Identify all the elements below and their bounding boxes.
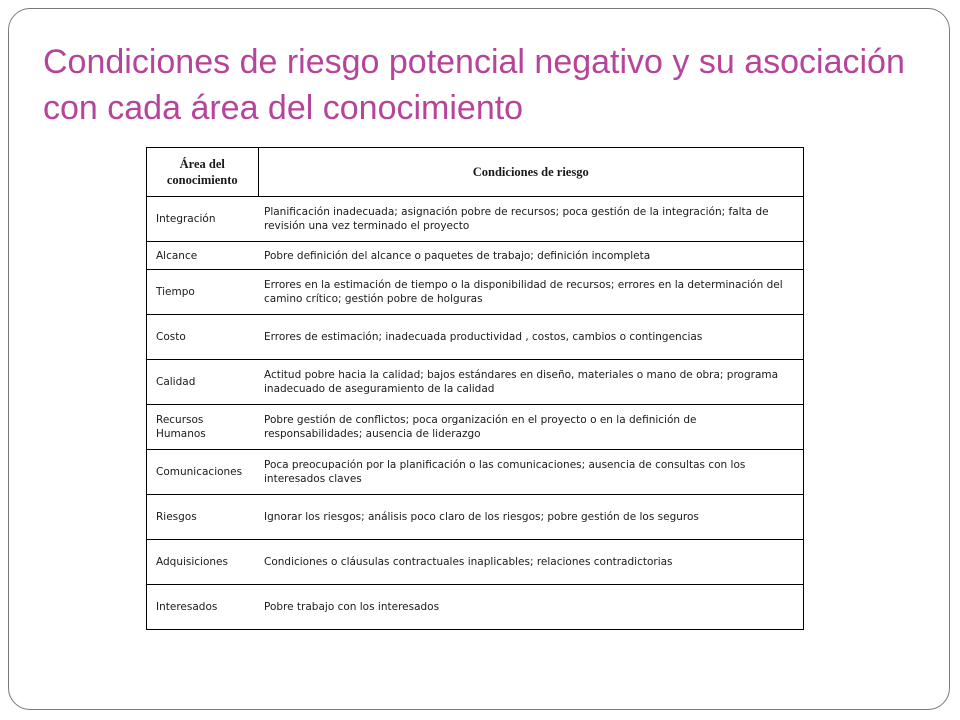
condition-cell: Planificación inadecuada; asignación pobre de recursos; poca gestión de la integración; falta de revisión una vez terminado el proyecto: [258, 197, 804, 242]
header-knowledge-area: Área del conocimiento: [147, 148, 259, 197]
table-row: [147, 585, 804, 630]
condition-cell: Ignorar los riesgos; análisis poco claro de los riesgos; pobre gestión de los seguros: [258, 495, 804, 540]
table-row: [147, 242, 804, 270]
table-row: [147, 540, 804, 585]
condition-cell: Actitud pobre hacia la calidad; bajos estándares en diseño, materiales o mano de obra; programa inadecuado de aseguramiento de la calidad: [258, 360, 804, 405]
table-row: [147, 450, 804, 495]
header-risk-conditions: Condiciones de riesgo: [258, 148, 804, 197]
table-row: [147, 405, 804, 450]
table-row: [147, 315, 804, 360]
condition-cell: Errores de estimación; inadecuada productividad , costos, cambios o contingencias: [258, 315, 804, 360]
table-row: [147, 270, 804, 315]
table-row: [147, 197, 804, 242]
table-row: [147, 360, 804, 405]
condition-cell: Pobre definición del alcance o paquetes de trabajo; definición incompleta: [258, 242, 804, 270]
condition-cell: Errores en la estimación de tiempo o la disponibilidad de recursos; errores en la determinación del camino crítico; gestión pobre de holguras: [258, 270, 804, 315]
risk-conditions-table: [146, 147, 804, 630]
condition-cell: Poca preocupación por la planificación o las comunicaciones; ausencia de consultas con los interesados claves: [258, 450, 804, 495]
condition-cell: Condiciones o cláusulas contractuales inaplicables; relaciones contradictorias: [258, 540, 804, 585]
slide-title: Condiciones de riesgo potencial negativo y su asociación con cada área del conocimiento: [43, 43, 905, 127]
area-cell: Riesgos: [147, 495, 259, 540]
area-cell: Adquisiciones: [147, 540, 259, 585]
area-cell: Alcance: [147, 242, 259, 270]
table-row: [147, 495, 804, 540]
area-cell: Interesados: [147, 585, 259, 630]
area-cell: Integración: [147, 197, 259, 242]
area-cell: Tiempo: [147, 270, 259, 315]
table-header-row: [147, 148, 804, 197]
area-cell: Recursos Humanos: [147, 405, 259, 450]
condition-cell: Pobre gestión de conflictos; poca organización en el proyecto o en la definición de responsabilidades; ausencia de liderazgo: [258, 405, 804, 450]
area-cell: Costo: [147, 315, 259, 360]
area-cell: Calidad: [147, 360, 259, 405]
condition-cell: Pobre trabajo con los interesados: [258, 585, 804, 630]
area-cell: Comunicaciones: [147, 450, 259, 495]
